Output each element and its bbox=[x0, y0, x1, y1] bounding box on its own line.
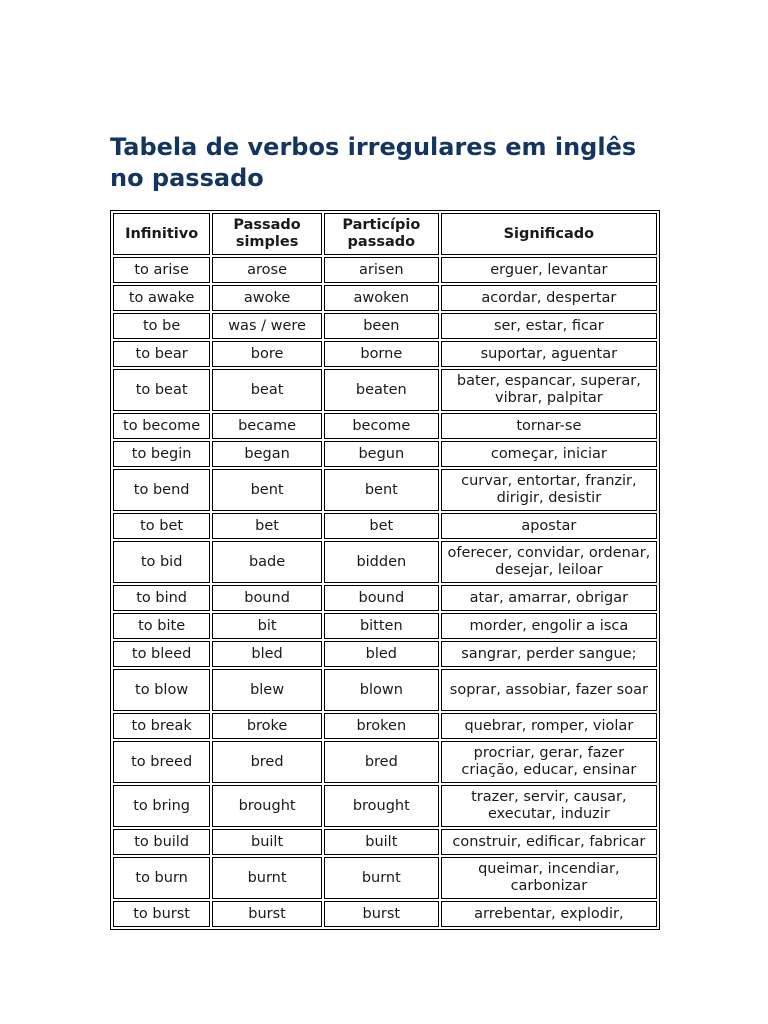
infinitive-cell: to become bbox=[113, 413, 210, 439]
past-participle-cell: bent bbox=[324, 469, 439, 511]
past-participle-cell: blown bbox=[324, 669, 439, 711]
meaning-cell: soprar, assobiar, fazer soar bbox=[441, 669, 657, 711]
table-row bbox=[113, 469, 657, 511]
table-row bbox=[113, 641, 657, 667]
meaning-cell: morder, engolir a isca bbox=[441, 613, 657, 639]
infinitive-cell: to bleed bbox=[113, 641, 210, 667]
past-participle-cell: begun bbox=[324, 441, 439, 467]
simple-past-cell: bound bbox=[212, 585, 322, 611]
simple-past-cell: arose bbox=[212, 257, 322, 283]
simple-past-cell: bled bbox=[212, 641, 322, 667]
meaning-cell: apostar bbox=[441, 513, 657, 539]
infinitive-cell: to breed bbox=[113, 741, 210, 783]
simple-past-cell: beat bbox=[212, 369, 322, 411]
simple-past-cell: burst bbox=[212, 901, 322, 927]
header-infinitivo: Infinitivo bbox=[113, 213, 210, 255]
meaning-cell: ser, estar, ficar bbox=[441, 313, 657, 339]
table-row bbox=[113, 669, 657, 711]
meaning-cell: atar, amarrar, obrigar bbox=[441, 585, 657, 611]
header-significado: Significado bbox=[441, 213, 657, 255]
table-row bbox=[113, 441, 657, 467]
past-participle-cell: bet bbox=[324, 513, 439, 539]
simple-past-cell: broke bbox=[212, 713, 322, 739]
table-row bbox=[113, 785, 657, 827]
past-participle-cell: been bbox=[324, 313, 439, 339]
simple-past-cell: burnt bbox=[212, 857, 322, 899]
table-row bbox=[113, 257, 657, 283]
past-participle-cell: built bbox=[324, 829, 439, 855]
past-participle-cell: burst bbox=[324, 901, 439, 927]
table-row bbox=[113, 713, 657, 739]
simple-past-cell: bred bbox=[212, 741, 322, 783]
table-row bbox=[113, 313, 657, 339]
table-row bbox=[113, 829, 657, 855]
table-row bbox=[113, 541, 657, 583]
simple-past-cell: blew bbox=[212, 669, 322, 711]
table-row bbox=[113, 369, 657, 411]
meaning-cell: sangrar, perder sangue; bbox=[441, 641, 657, 667]
infinitive-cell: to bend bbox=[113, 469, 210, 511]
meaning-cell: começar, iniciar bbox=[441, 441, 657, 467]
past-participle-cell: brought bbox=[324, 785, 439, 827]
infinitive-cell: to build bbox=[113, 829, 210, 855]
header-participio-passado: Particípio passado bbox=[324, 213, 439, 255]
simple-past-cell: bet bbox=[212, 513, 322, 539]
infinitive-cell: to bind bbox=[113, 585, 210, 611]
irregular-verbs-table bbox=[110, 210, 660, 930]
infinitive-cell: to burst bbox=[113, 901, 210, 927]
simple-past-cell: began bbox=[212, 441, 322, 467]
past-participle-cell: broken bbox=[324, 713, 439, 739]
infinitive-cell: to bear bbox=[113, 341, 210, 367]
infinitive-cell: to bite bbox=[113, 613, 210, 639]
past-participle-cell: bound bbox=[324, 585, 439, 611]
simple-past-cell: bade bbox=[212, 541, 322, 583]
simple-past-cell: built bbox=[212, 829, 322, 855]
meaning-cell: erguer, levantar bbox=[441, 257, 657, 283]
infinitive-cell: to blow bbox=[113, 669, 210, 711]
past-participle-cell: bled bbox=[324, 641, 439, 667]
infinitive-cell: to begin bbox=[113, 441, 210, 467]
meaning-cell: quebrar, romper, violar bbox=[441, 713, 657, 739]
past-participle-cell: arisen bbox=[324, 257, 439, 283]
infinitive-cell: to bet bbox=[113, 513, 210, 539]
simple-past-cell: bit bbox=[212, 613, 322, 639]
simple-past-cell: was / were bbox=[212, 313, 322, 339]
infinitive-cell: to bring bbox=[113, 785, 210, 827]
past-participle-cell: burnt bbox=[324, 857, 439, 899]
simple-past-cell: awoke bbox=[212, 285, 322, 311]
table-row bbox=[113, 513, 657, 539]
table-row bbox=[113, 341, 657, 367]
meaning-cell: queimar, incendiar, carbonizar bbox=[441, 857, 657, 899]
infinitive-cell: to break bbox=[113, 713, 210, 739]
meaning-cell: tornar-se bbox=[441, 413, 657, 439]
simple-past-cell: bent bbox=[212, 469, 322, 511]
table-row bbox=[113, 741, 657, 783]
table-row bbox=[113, 285, 657, 311]
table-row bbox=[113, 857, 657, 899]
simple-past-cell: became bbox=[212, 413, 322, 439]
meaning-cell: bater, espancar, superar, vibrar, palpitar bbox=[441, 369, 657, 411]
simple-past-cell: bore bbox=[212, 341, 322, 367]
past-participle-cell: borne bbox=[324, 341, 439, 367]
infinitive-cell: to burn bbox=[113, 857, 210, 899]
past-participle-cell: bidden bbox=[324, 541, 439, 583]
infinitive-cell: to beat bbox=[113, 369, 210, 411]
meaning-cell: construir, edificar, fabricar bbox=[441, 829, 657, 855]
meaning-cell: procriar, gerar, fazer criação, educar, ensinar bbox=[441, 741, 657, 783]
past-participle-cell: become bbox=[324, 413, 439, 439]
table-row bbox=[113, 613, 657, 639]
header-passado-simples: Passado simples bbox=[212, 213, 322, 255]
table-row bbox=[113, 901, 657, 927]
meaning-cell: oferecer, convidar, ordenar, desejar, leiloar bbox=[441, 541, 657, 583]
infinitive-cell: to be bbox=[113, 313, 210, 339]
infinitive-cell: to arise bbox=[113, 257, 210, 283]
past-participle-cell: bitten bbox=[324, 613, 439, 639]
table-header-row bbox=[113, 213, 657, 255]
past-participle-cell: bred bbox=[324, 741, 439, 783]
meaning-cell: arrebentar, explodir, bbox=[441, 901, 657, 927]
infinitive-cell: to awake bbox=[113, 285, 210, 311]
past-participle-cell: beaten bbox=[324, 369, 439, 411]
simple-past-cell: brought bbox=[212, 785, 322, 827]
page-title: Tabela de verbos irregulares em inglês no passado bbox=[110, 133, 637, 192]
meaning-cell: acordar, despertar bbox=[441, 285, 657, 311]
table-row bbox=[113, 585, 657, 611]
table-row bbox=[113, 413, 657, 439]
past-participle-cell: awoken bbox=[324, 285, 439, 311]
infinitive-cell: to bid bbox=[113, 541, 210, 583]
meaning-cell: curvar, entortar, franzir, dirigir, desistir bbox=[441, 469, 657, 511]
meaning-cell: trazer, servir, causar, executar, induzir bbox=[441, 785, 657, 827]
meaning-cell: suportar, aguentar bbox=[441, 341, 657, 367]
